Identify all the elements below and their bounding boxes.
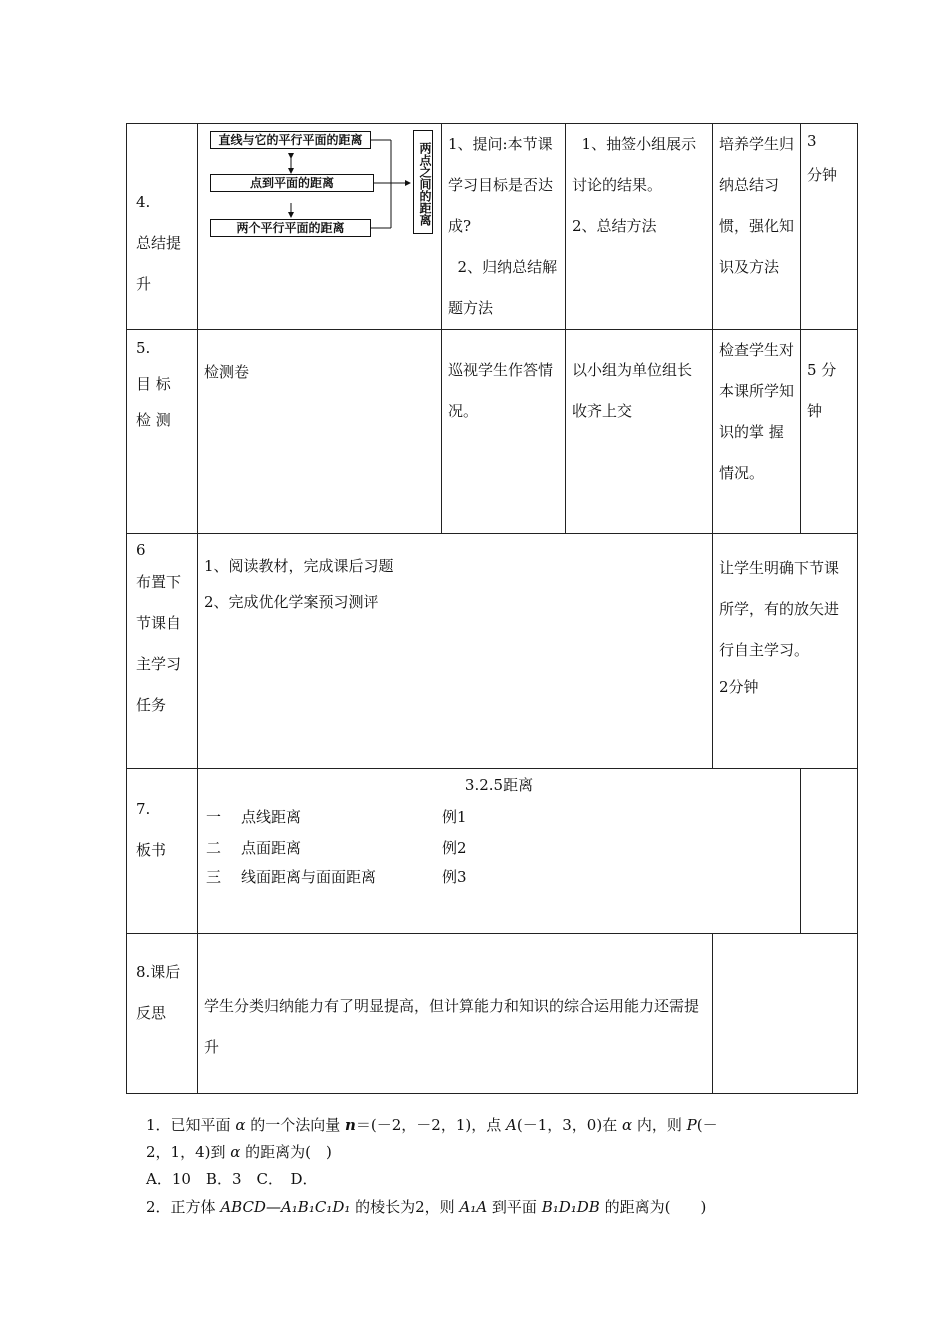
question-2: 2．正方体 ABCD—A₁B₁C₁D₁ 的棱长为2，则 A₁A 到平面 B₁D₁DB 的距离为( ) [146,1198,707,1216]
empty-cell [801,769,858,934]
reflection-cell: 学生分类归纳能力有了明显提高，但计算能力和知识的综合运用能力还需提升 [198,934,713,1094]
table-row [127,769,858,934]
table-row [127,534,858,769]
blackboard-plan: 3.2.5距离 一 点线距离 例1 二 点面距离 例2 三 线面距离与面面距离 例3 [198,769,801,934]
diagram-box-plane-plane: 两个平行平面的距离 [210,219,371,237]
stage-number: 6 [136,541,146,559]
stage-cell [127,769,198,934]
stage-number: 7. [136,800,151,818]
diagram-box-point-plane: 点到平面的距离 [210,174,374,192]
intent-text: 让学生明确下节课所学，有的放矢进行自主学习。 [719,559,840,659]
question-1-line-2: 2，1，4)到 α 的距离为( ) [146,1143,332,1161]
teacher-activity: 1、提问:本节课学习目标是否达成? 2、归纳总结解题方法 [442,124,566,330]
student-activity: 1、抽签小组展示讨论的结果。 2、总结方法 [566,124,713,330]
stage-label: 主学习 [136,655,182,673]
design-intent: 检查学生对本课所学知识的掌 握 情况。 [713,330,801,534]
empty-cell [713,934,858,1094]
question-1-options: A．10 B．3 C． D． [146,1170,318,1188]
board-title: 3.2.5距离 [464,776,534,794]
lesson-plan-table [126,123,858,1094]
stage-cell [127,330,198,534]
stage-label: 任务 [136,696,167,714]
stage-cell [127,534,198,769]
teacher-activity: 巡视学生作答情况。 [442,330,566,534]
stage-label: 板书 [136,841,167,859]
table-row [127,124,858,330]
stage-cell [127,124,198,330]
design-intent: 培养学生归纳总结习惯，强化知识及方法 [713,124,801,330]
stage-cell [127,934,198,1094]
assignment-cell [198,534,713,769]
stage-label: 反思 [136,1004,167,1022]
stage-number: 8.课后 [136,963,181,981]
time-allocation: 2分钟 [719,678,759,696]
distance-diagram [198,124,442,330]
diagram-box-two-points: 两点之间的距离 [413,130,433,234]
design-intent [713,534,858,769]
stage-number: 4. [136,193,151,211]
assignment-item: 2、完成优化学案预习测评 [204,593,379,611]
diagram-box-line-plane: 直线与它的平行平面的距离 [210,131,371,149]
stage-label: 节课自 [136,614,182,632]
assignment-item: 1、阅读教材，完成课后习题 [204,557,394,575]
stage-label: 检 测 [136,411,171,429]
time-allocation: 5 分钟 [801,330,858,534]
student-activity: 以小组为单位组长收齐上交 [566,330,713,534]
stage-label: 目 标 [136,375,171,393]
table-row [127,934,858,1094]
time-allocation: 3 分钟 [801,124,858,330]
table-row [127,330,858,534]
stage-label: 升 [136,275,152,293]
content-cell: 检测卷 [198,330,442,534]
stage-label: 总结提 [136,234,182,252]
stage-number: 5. [136,339,151,357]
question-1-line-1: 1．已知平面 α 的一个法向量 n＝(－2，－2，1)，点 A(－1，3，0)在 α 内，则 P(－ [146,1116,718,1134]
stage-label: 布置下 [136,573,182,591]
